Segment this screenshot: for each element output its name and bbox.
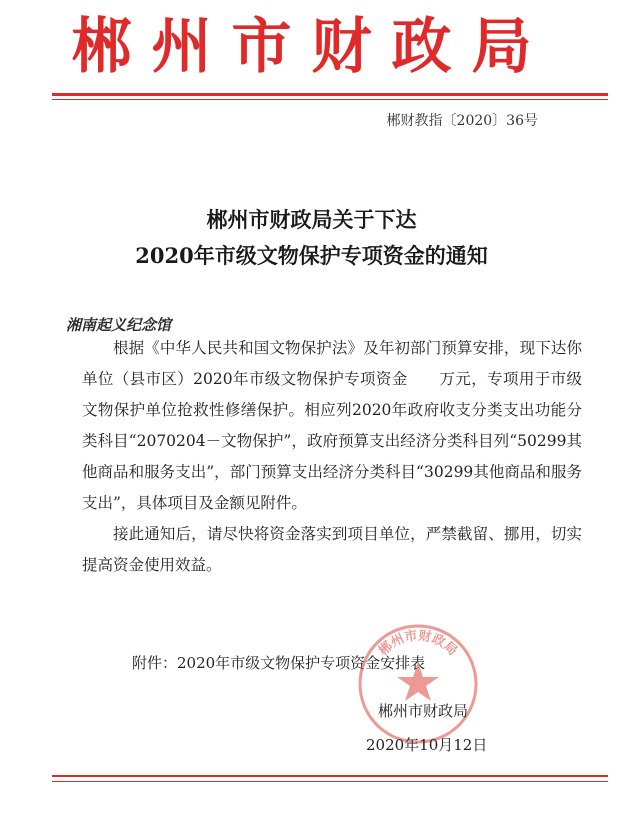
document-title bbox=[0, 202, 623, 274]
official-seal-stamp bbox=[354, 620, 482, 748]
header-divider-thin-line bbox=[52, 99, 608, 100]
document-body bbox=[82, 333, 582, 581]
body-paragraph-2: 接此通知后，请尽快将资金落实到项目单位，严禁截留、挪用，切实提高资金使用效益。 bbox=[82, 525, 582, 574]
agency-title: 郴州市财政局 bbox=[71, 12, 552, 82]
title-line-1: 郴州市财政局关于下达 bbox=[206, 207, 417, 232]
seal-text: 郴州市财政局 bbox=[376, 628, 460, 659]
footer-divider-line bbox=[52, 775, 608, 777]
signature-date: 2020年10月12日 bbox=[366, 736, 488, 754]
footer-divider-thin-line bbox=[52, 781, 608, 782]
header-divider-line bbox=[52, 93, 608, 96]
recipient-handwritten: 湘南起义纪念馆 bbox=[66, 316, 172, 334]
attachment-note: 附件：2020年市级文物保护专项资金安排表 bbox=[132, 654, 426, 672]
signature-organization: 郴州市财政局 bbox=[378, 702, 469, 720]
document-number: 郴财教指〔2020〕36号 bbox=[386, 113, 538, 129]
body-paragraph-1: 根据《中华人民共和国文物保护法》及年初部门预算安排，现下达你单位（县市区）2020年市级文物保护专项资金 万元，专项用于市级文物保护单位抢救性修缮保护。相应列2020年政府收支分类支出功能分类科目“2070204－文物保护”，政府预算支出经济分类科目列“50299其他商品和服务支出”，部门预算支出经济分类科目“30299其他商品和服务支出”，具体项目及金额见附件。 bbox=[82, 339, 582, 512]
title-line-2: 2020年市级文物保护专项资金的通知 bbox=[135, 243, 488, 268]
